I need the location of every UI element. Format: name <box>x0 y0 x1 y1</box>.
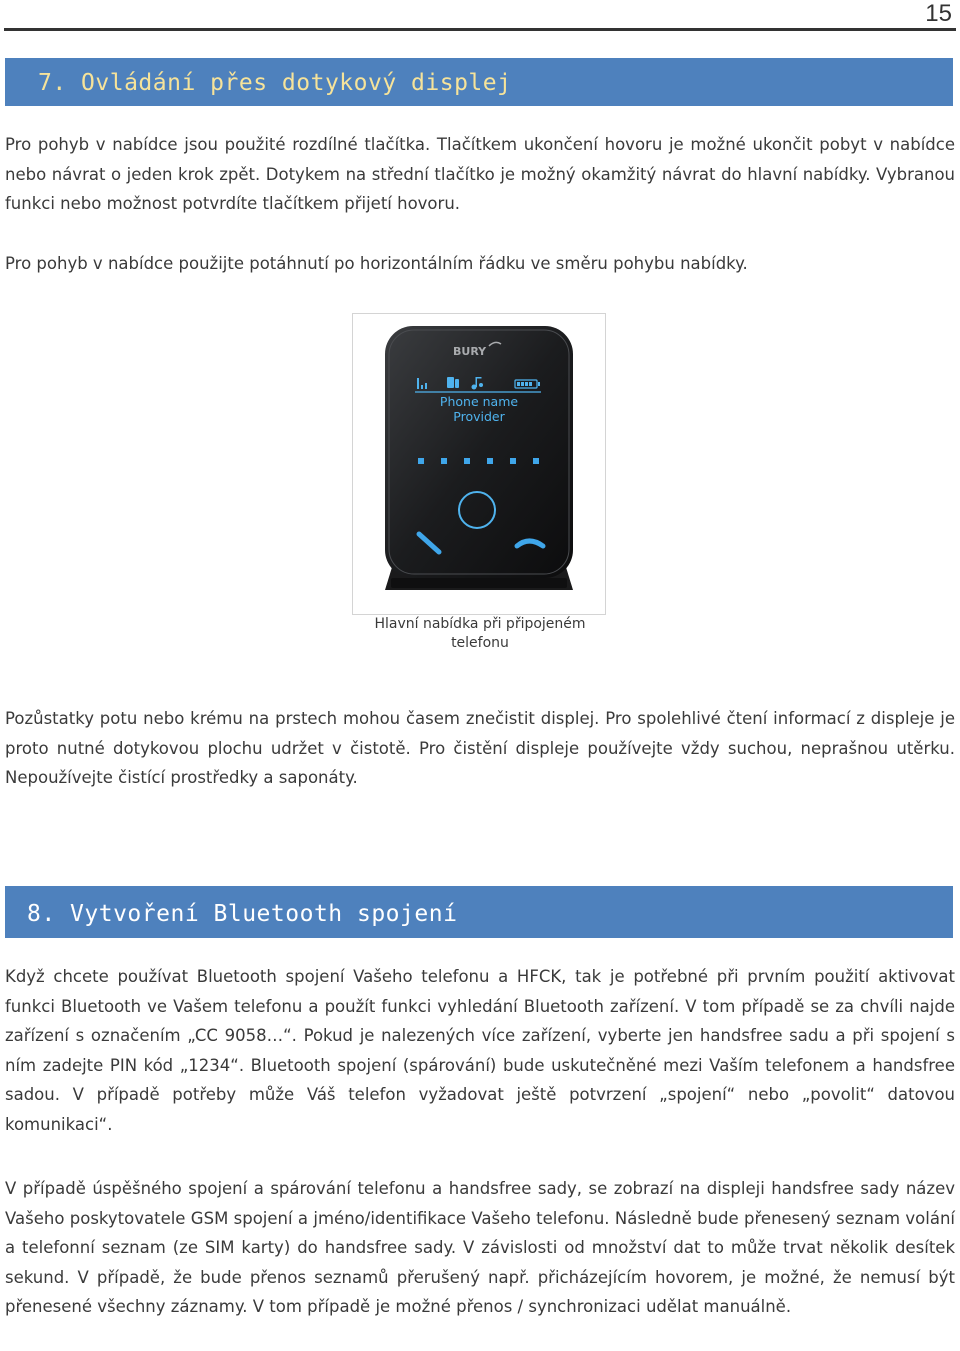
paragraph-menu-buttons: Pro pohyb v nabídce jsou použité rozdílné tlačítka. Tlačítkem ukončení hovoru je možné ukončit pobyt v nabídce nebo návrat o jeden krok zpět. Dotykem na střední tlačítko je možný okamžitý návrat do hlavní nabídky. Vybranou funkci nebo možnost potvrdíte tlačítkem přijetí hovoru. <box>5 135 955 213</box>
device-figure <box>352 313 606 615</box>
page-number: 15 <box>925 0 952 27</box>
section-heading-7 <box>5 58 953 106</box>
section-title: 8. Vytvoření Bluetooth spojení <box>27 901 458 927</box>
paragraph-menu-swipe: Pro pohyb v nabídce použijte potáhnutí po horizontálním řádku ve směru pohybu nabídky. <box>5 254 748 273</box>
paragraph-display-cleaning: Pozůstatky potu nebo krému na prstech mohou časem znečistit displej. Pro spolehlivé čtení informací z displeje je proto nutné dotykovou plochu udržet v čistotě. Pro čistění displeje používejte vždy suchou, neprašnou utěrku. Nepoužívejte čistící prostředky a saponáty. <box>5 709 955 787</box>
display-phone-name: Phone name <box>439 394 519 409</box>
figure-caption <box>300 615 660 653</box>
section-title: 7. Ovládání přes dotykový displej <box>38 70 512 96</box>
caption-line: telefonu <box>451 635 509 651</box>
paragraph-bluetooth-pairing: Když chcete používat Bluetooth spojení Vašeho telefonu a HFCK, tak je potřebné při prvním použití aktivovat funkci Bluetooth ve Vašem telefonu a použít funkci vyhledání Bluetooth zařízení. V tom případě se za chvíli najde zařízení s označením „CC 9058…“. Pokud je nalezených více zařízení, vyberte jen handsfree sadu a při spojení s ním zadejte PIN kód „1234“. Bluetooth spojení (spárování) bude uskutečněné mezi Vaším telefonem a handsfree sadou. V případě potřeby může Váš telefon vyžadovat ještě potvrzení „spojení“ nebo „povolit“ datovou komunikaci“. <box>5 967 955 1134</box>
display-provider: Provider <box>453 409 505 424</box>
section-heading-8 <box>5 886 953 938</box>
caption-line: Hlavní nabídka při připojeném <box>374 616 586 632</box>
paragraph-bluetooth-sync: V případě úspěšného spojení a spárování telefonu a handsfree sady, se zobrazí na displeji handsfree sady název Vašeho poskytovatele GSM spojení a jméno/identifikace Vašeho telefonu. Následně bude přenesený seznam volání a telefonní seznam (ze SIM karty) do handsfree sady. V závislosti od množství dat to může trvat několik desítek sekund. V případě, že bude přenos seznamů přerušený např. přicházejícím hovorem, je možné, že nemusí být přenesené všechny záznamy. V tom případě je možné přenos / synchronizaci udělat manuálně. <box>5 1179 955 1316</box>
phone-icon <box>447 377 454 388</box>
handsfree-device-illustration <box>353 314 605 614</box>
device-logo: BURY <box>453 345 487 358</box>
header-rule <box>4 28 956 31</box>
signal-icon <box>417 378 419 389</box>
